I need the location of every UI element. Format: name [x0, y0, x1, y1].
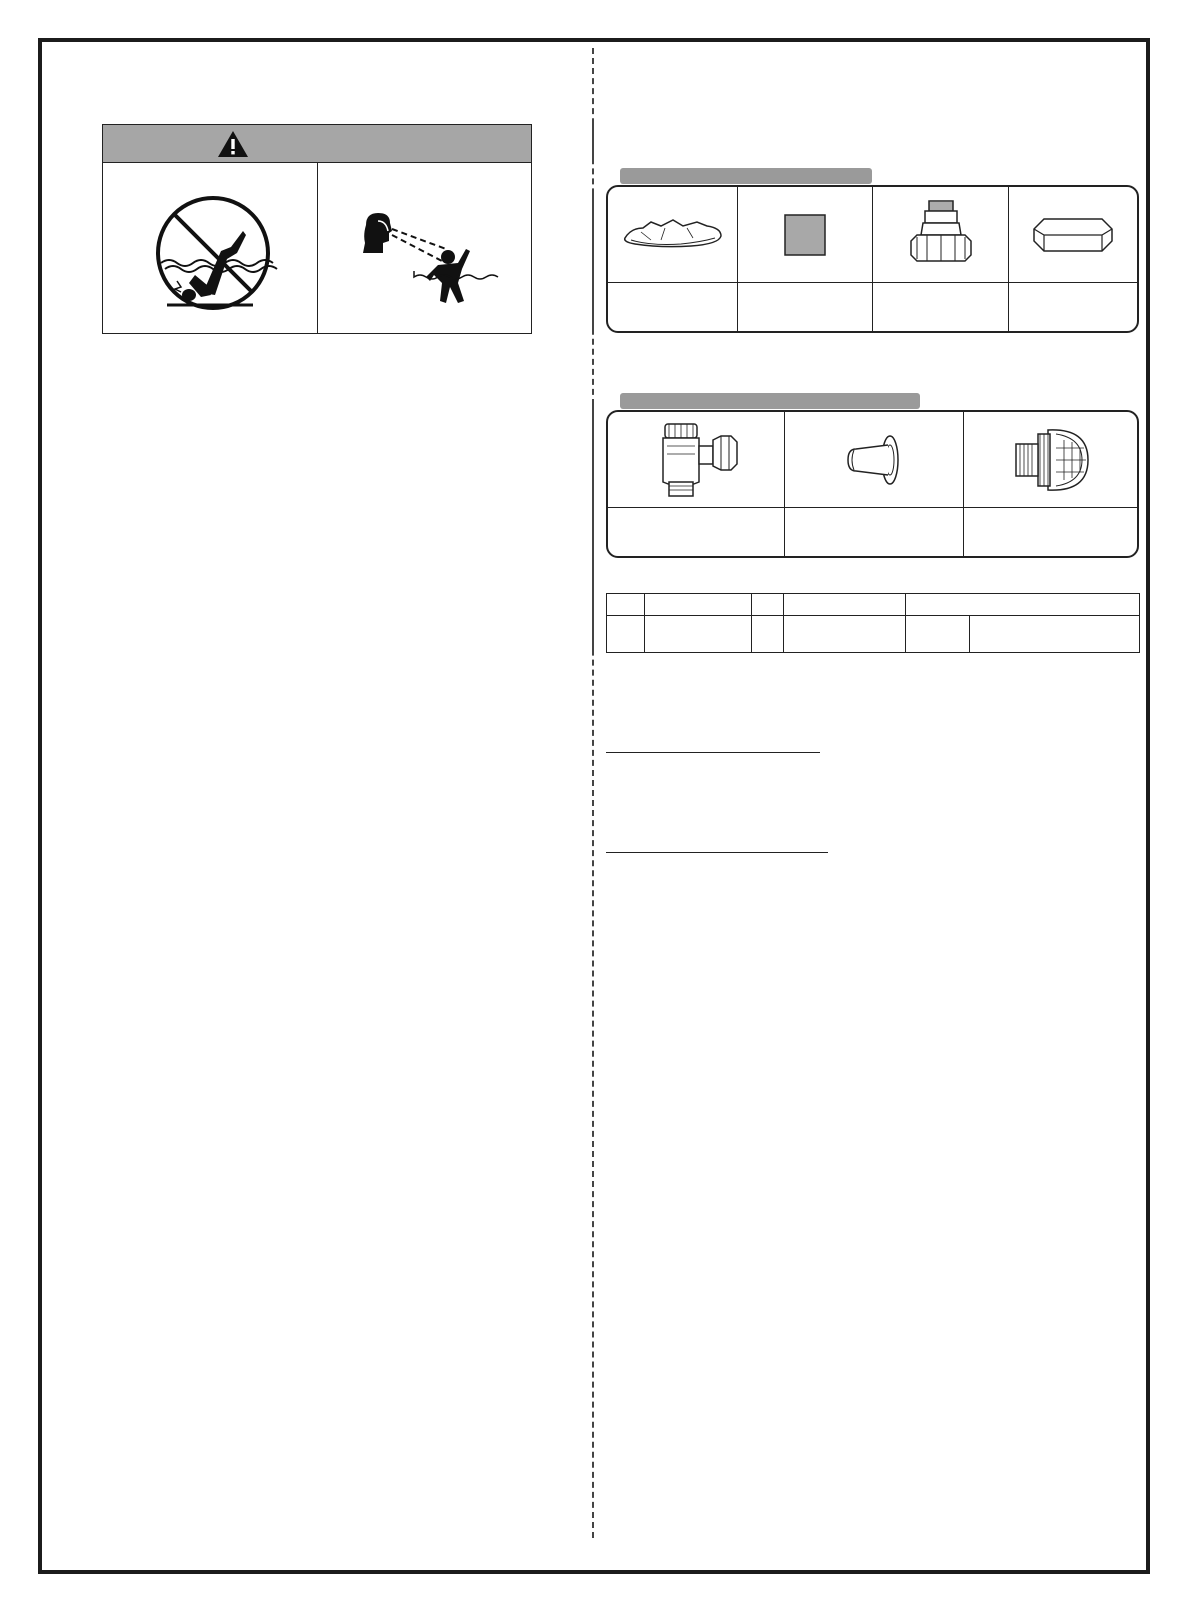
- plug-cap-icon: [1030, 215, 1116, 255]
- strainer-grid-icon: [1010, 424, 1092, 496]
- table-cell: [645, 594, 752, 616]
- divider-segment: [592, 190, 594, 330]
- part-label: [1009, 281, 1137, 331]
- part-label: [873, 281, 1008, 331]
- table-cell: [752, 594, 784, 616]
- warning-header: [103, 125, 531, 163]
- table-cell: [645, 616, 752, 653]
- part-strainer-connector: [872, 187, 1008, 331]
- plunger-valve-icon: [653, 420, 739, 500]
- part-strainer-grid: [963, 412, 1137, 556]
- part-label: [785, 506, 963, 556]
- part-label: [608, 281, 737, 331]
- part-label: [738, 281, 872, 331]
- part-ground-cloth: [608, 187, 737, 331]
- strainer-connector-icon: [907, 197, 975, 273]
- table-cell: [607, 594, 645, 616]
- heading-underline: [606, 852, 828, 853]
- parts-group-2-panel: [606, 410, 1139, 558]
- part-label: [608, 506, 784, 556]
- ground-cloth-icon: [621, 218, 725, 252]
- table-cell: [784, 616, 906, 653]
- table-cell: [784, 594, 906, 616]
- supervise-children-pictogram: [317, 163, 532, 334]
- supervise-children-icon: [318, 163, 531, 334]
- table-row: [607, 594, 1140, 616]
- table-cell: [752, 616, 784, 653]
- part-plug-cap: [1008, 187, 1137, 331]
- no-diving-pictogram: [103, 163, 317, 334]
- part-plunger-valve: [608, 412, 784, 556]
- repair-patch-icon: [784, 214, 826, 256]
- part-repair-patch: [737, 187, 872, 331]
- table-cell: [607, 616, 645, 653]
- warning-triangle-icon: [217, 130, 249, 158]
- divider-segment: [592, 405, 594, 655]
- table-cell: [906, 616, 970, 653]
- hose-adapter-icon: [844, 433, 904, 487]
- parts-group-2-header-bar: [620, 393, 920, 409]
- divider-segment: [592, 120, 594, 164]
- no-diving-icon: [103, 163, 316, 334]
- parts-group-1-header-bar: [620, 168, 872, 184]
- part-label: [964, 506, 1137, 556]
- table-row: [607, 616, 1140, 653]
- warning-box: [102, 124, 532, 334]
- heading-underline: [606, 752, 820, 753]
- table-cell: [906, 594, 1140, 616]
- parts-table: [606, 593, 1140, 653]
- part-hose-adapter: [784, 412, 963, 556]
- table-cell: [970, 616, 1140, 653]
- parts-group-1-panel: [606, 185, 1139, 333]
